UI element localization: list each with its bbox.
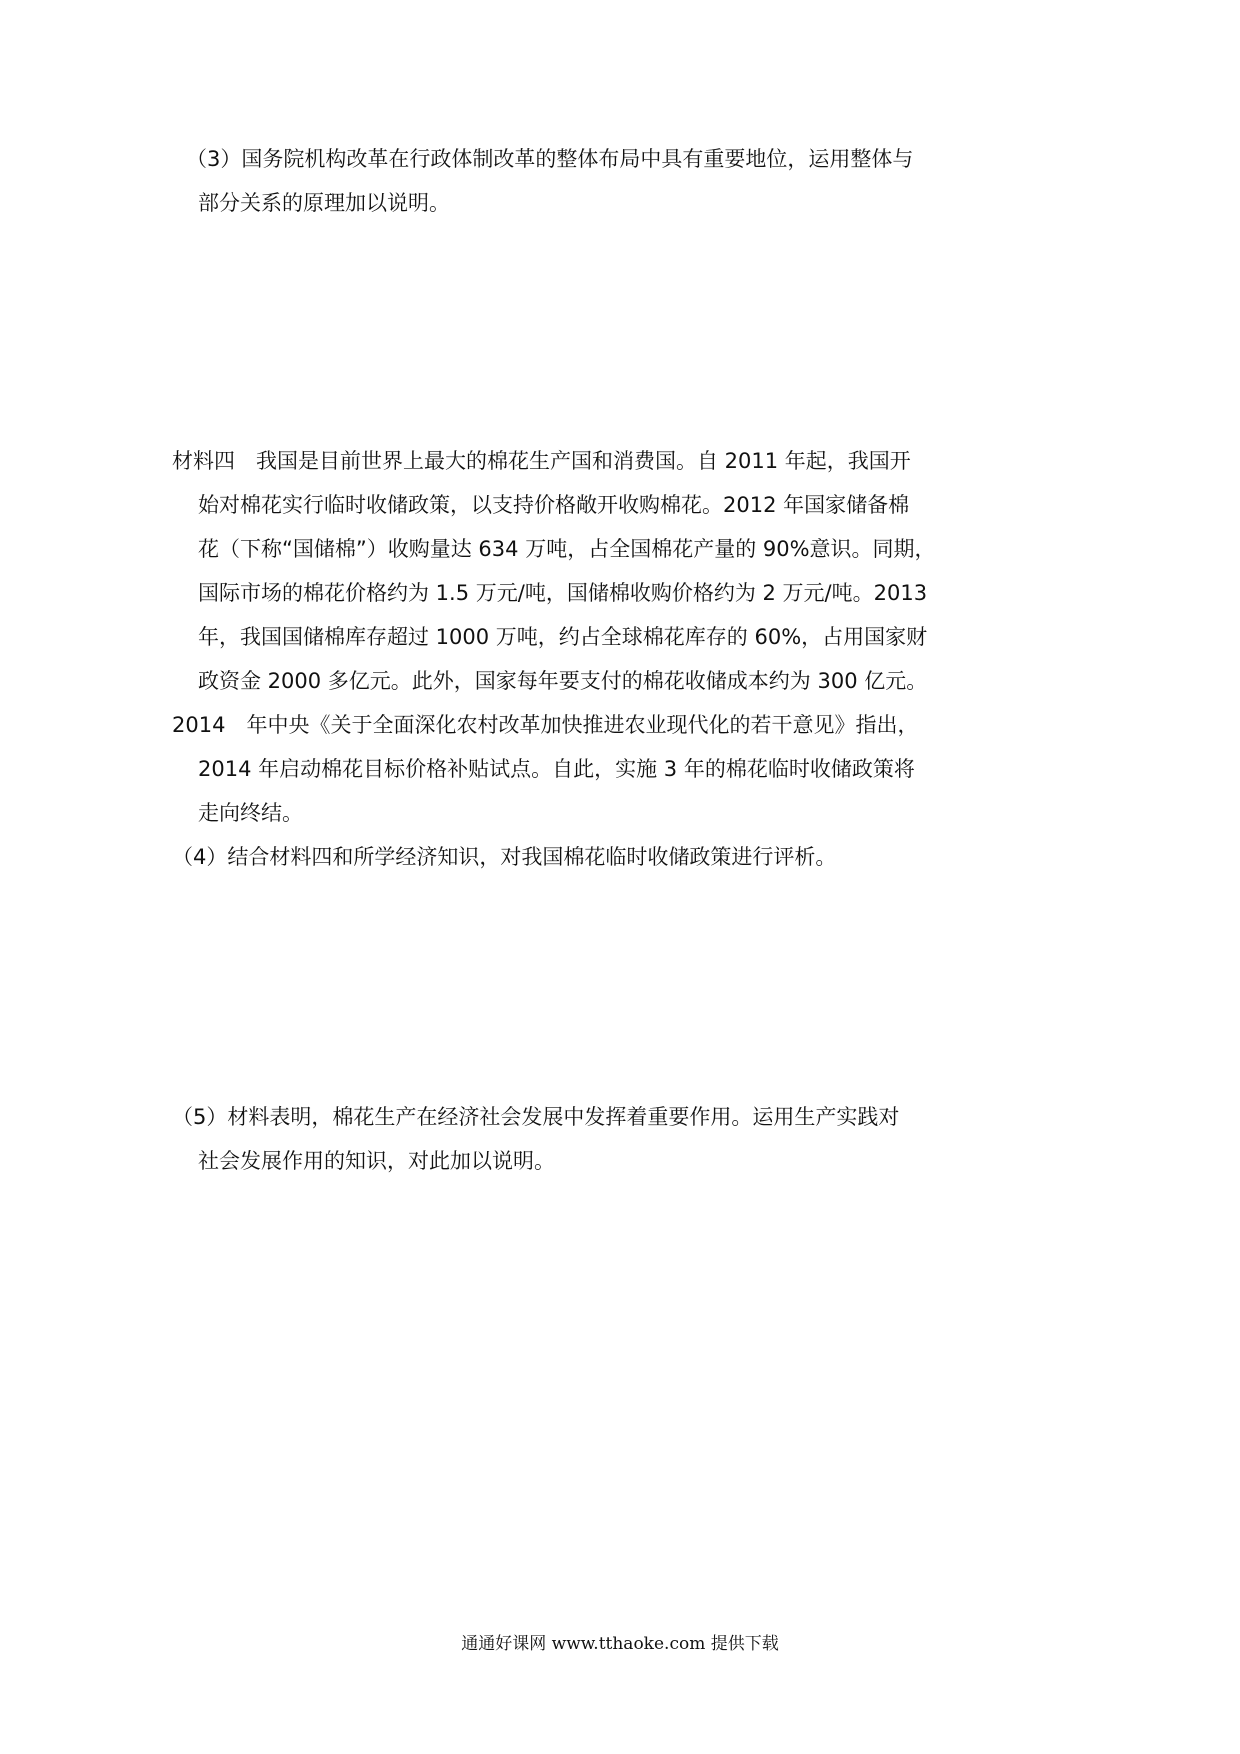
question-3-line-2: 部分关系的原理加以说明。	[198, 191, 450, 215]
material-4-line-2: 始对棉花实行临时收储政策，以支持价格敞开收购棉花。2012 年国家储备棉	[198, 493, 910, 517]
material-4-line-3: 花（下称“国储棉”）收购量达 634 万吨，占全国棉花产量的 90%意识。同期，	[198, 537, 936, 561]
material-4-line-9: 走向终结。	[198, 801, 303, 825]
page-footer: 通通好课网 www.tthaoke.com 提供下载	[461, 1634, 779, 1654]
question-3-line-1: （3）国务院机构改革在行政体制改革的整体布局中具有重要地位，运用整体与	[186, 147, 914, 171]
question-5-line-2: 社会发展作用的知识，对此加以说明。	[198, 1149, 555, 1173]
material-4-line-5: 年，我国国储棉库存超过 1000 万吨，约占全球棉花库存的 60%，占用国家财	[198, 625, 928, 649]
question-4-line-1: （4）结合材料四和所学经济知识，对我国棉花临时收储政策进行评析。	[172, 845, 837, 869]
material-4-line-4: 国际市场的棉花价格约为 1.5 万元/吨，国储棉收购价格约为 2 万元/吨。2013	[198, 581, 928, 605]
material-4-line-1: 材料四 我国是目前世界上最大的棉花生产国和消费国。自 2011 年起，我国开	[172, 449, 911, 473]
material-4-line-8: 2014 年启动棉花目标价格补贴试点。自此，实施 3 年的棉花临时收储政策将	[198, 757, 915, 781]
material-4-line-6: 政资金 2000 多亿元。此外，国家每年要支付的棉花收储成本约为 300 亿元。	[198, 669, 928, 693]
question-5-line-1: （5）材料表明，棉花生产在经济社会发展中发挥着重要作用。运用生产实践对	[172, 1105, 900, 1129]
material-4-line-7: 2014 年中央《关于全面深化农村改革加快推进农业现代化的若干意见》指出，	[172, 713, 919, 737]
